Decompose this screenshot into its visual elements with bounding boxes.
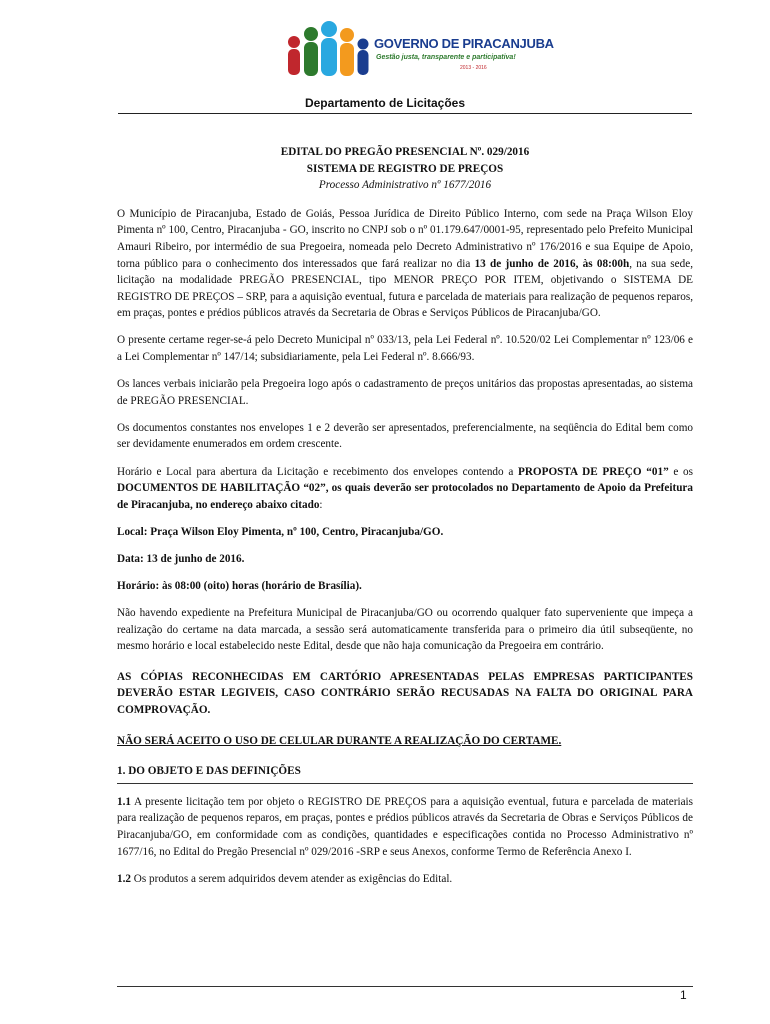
opening-text-a: Horário e Local para abertura da Licitação e recebimento dos envelopes contendo a [117,465,518,478]
clause-1-1 [117,794,693,860]
page-number: 1 [680,988,687,1002]
intro-date-bold: 13 de junho de 2016, às 08:00h [474,257,630,270]
logo-years: 2013 - 2016 [460,65,487,71]
edital-title: EDITAL DO PREGÃO PRESENCIAL Nº. 029/2016 [280,146,530,158]
opening-habilitation-bold: DOCUMENTOS DE HABILITAÇÃO “02”, os quais deverão ser protocolados no Departamento de Apoio da Prefeitura de Piracanjuba, no endereço abaixo citado [117,482,693,511]
intro-text-a: O Município de Piracanjuba, Estado de Goiás, Pessoa Jurídica de Direito Público Interno, com sede na Praça Wilson Eloy Pimenta nº 100, Centro, Piracanjuba - GO, inscrito no CNPJ sob o nº 01.179.647/0001-95, representado pelo Prefeito Municipal Amauri Ribeiro, por intermédio de sua Pregoeira, nomeada pelo Decreto Administrativo nº 176/2016 e sua Equipe de Apoio, torna público para o conhecimento dos interessados que fará realizar no dia [117,207,693,270]
time-line: Horário: às 08:00 (oito) horas (horário de Brasília). [117,579,362,592]
copies-notice: AS CÓPIAS RECONHECIDAS EM CARTÓRIO APRESENTADAS PELAS EMPRESAS PARTICIPANTES DEVERÃO ESTAR LEGIVEIS, CASO CONTRÁRIO SERÃO RECUSADAS NA FALTA DO ORIGINAL PARA COMPROVAÇÃO. [117,670,693,717]
clause-1-1-text: A presente licitação tem por objeto o REGISTRO DE PREÇOS para a aquisição eventual, futura e parcelada de materiais para realização de pequenos reparos, em praças, pontes e prédios públicos através da Secretaria de Obras e Serviços Públicos de Piracanjuba/GO, em conformidade com as condições, quantidades e especificações contida no Processo Administrativo nº 1677/16, no Edital do Pregão Presencial nº 029/2016 -SRP e seus Anexos, conforme Termo de Referência Anexo I. [117,795,693,858]
logo-title: GOVERNO DE PIRACANJUBA [374,36,554,51]
paragraph-postponement: Não havendo expediente na Prefeitura Municipal de Piracanjuba/GO ou ocorrendo qualquer fato superveniente que impeça a realização do certame na data marcada, a sessão será automaticamente transferida para o primeiro dia útil subseqüente, no mesmo horário e local estabelecido neste Edital, desde que não haja comunicação da Pregoeira em contrário. [117,607,693,653]
edital-header [117,144,693,194]
opening-text-e: : [319,498,323,511]
section-1-title: 1. DO OBJETO E DAS DEFINIÇÕES [117,763,693,784]
logo-people-icon [282,18,374,82]
clause-1-2-text: Os produtos a serem adquiridos devem atender as exigências do Edital. [130,872,453,885]
process-number: Processo Administrativo nº 1677/2016 [318,179,492,192]
paragraph-intro [117,206,693,322]
document-body [117,144,693,898]
paragraph-verbal-bids: Os lances verbais iniciarão pela Pregoeira logo após o cadastramento de preços unitários das propostas apresentadas, ao sistema de PREGÃO PRESENCIAL. [117,378,693,407]
footer-divider [117,986,693,987]
opening-text-c: e os [668,465,693,478]
opening-proposal-bold: PROPOSTA DE PREÇO “01” [518,465,669,478]
paragraph-legal-basis: O presente certame reger-se-á pelo Decreto Municipal nº 033/13, pela Lei Federal nº. 10.520/02 Lei Complementar nº 123/06 e a Lei Complementar nº 147/14; subsidiariamente, pela Lei Federal nº. 8.666/93. [117,334,693,364]
edital-subtitle: SISTEMA DE REGISTRO DE PREÇOS [306,162,504,175]
paragraph-documents: Os documentos constantes nos envelopes 1 e 2 deverão ser apresentados, preferencialmente, na seqüência do Edital bem como ser devidamente enumerados em ordem crescente. [117,421,693,451]
cellphone-notice: NÃO SERÁ ACEITO O USO DE CELULAR DURANTE A REALIZAÇÃO DO CERTAME. [117,734,562,747]
date-line: Data: 13 de junho de 2016. [117,552,245,565]
intro-text-c: , na sua sede, licitação na modalidade PREGÃO PRESENCIAL, tipo MENOR PREÇO POR ITEM, objetivando o SISTEMA DE REGISTRO DE PREÇOS – SRP, para a aquisição eventual, futura e parcelada de materiais para realização de pequenos reparos, em praças, pontes e prédios públicos através da Secretaria de Obras e Serviços Públicos de Piracanjuba/GO. [117,257,693,320]
logo-slogan: Gestão justa, transparente e participativa! [376,54,516,61]
clause-1-2-number: 1.2 [117,872,131,885]
paragraph-opening [117,464,693,514]
logo [282,18,554,82]
location-line: Local: Praça Wilson Eloy Pimenta, nº 100, Centro, Piracanjuba/GO. [117,525,444,538]
clause-1-2 [117,871,693,888]
clause-1-1-number: 1.1 [117,795,131,808]
header-divider [118,113,692,114]
department-title: Departamento de Licitações [304,96,466,110]
